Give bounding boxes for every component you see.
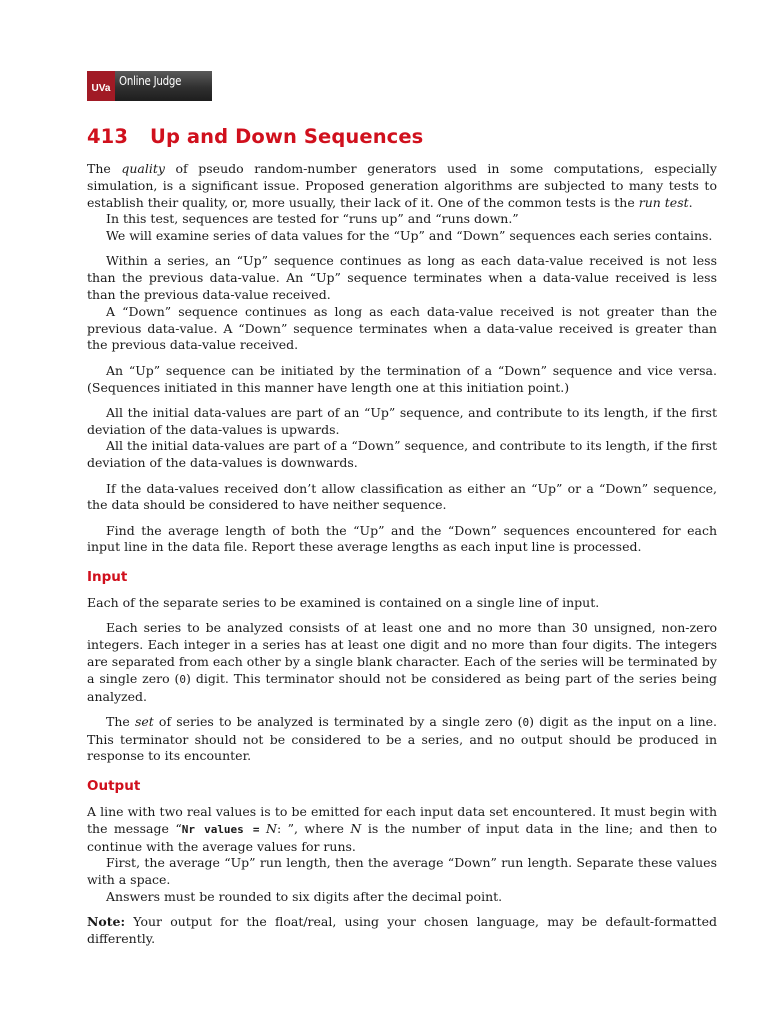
uva-online-judge-logo [87, 71, 212, 101]
intro-paragraph-10: Find the average length of both the “Up” and the “Down” sequences encountered for each input line in the data file. Report these average lengths as each input line is processed. [87, 522, 717, 555]
intro-paragraph-9: If the data-values received don’t allow classification as either an “Up” or a “Down” sequence, the data should be considered to have neither sequence. [87, 480, 717, 513]
intro-paragraph-3: We will examine series of data values for the “Up” and “Down” sequences each series contains. [106, 228, 713, 244]
intro-paragraph-1: The quality of pseudo random-number generators used in some computations, especially simulation, is a significant issue. Proposed generation algorithms are subjected to many tests to establish their quality, or, more usually, their lack of it. One of the common tests is the run test. [87, 161, 717, 210]
output-heading: Output [87, 778, 141, 795]
problem-title [87, 125, 423, 148]
output-paragraph-3: Answers must be rounded to six digits after the decimal point. [106, 888, 503, 904]
intro-paragraph-6: An “Up” sequence can be initiated by the termination of a “Down” sequence and vice versa. (Sequences initiated in this manner have length one at this initiation point.) [87, 362, 717, 395]
intro-paragraph-5: A “Down” sequence continues as long as each data-value received is not greater than the previous data-value. A “Down” sequence terminates when a data-value received is greater than the previous data-value received. [87, 303, 717, 353]
intro-paragraph-2: In this test, sequences are tested for “runs up” and “runs down.” [106, 211, 519, 227]
input-paragraph-1: Each of the separate series to be examined is contained on a single line of input. [87, 595, 600, 611]
output-paragraph-2: First, the average “Up” run length, then the average “Down” run length. Separate these values with a space. [87, 855, 717, 888]
input-heading: Input [87, 569, 128, 586]
logo-name-text: Online Judge [119, 73, 182, 88]
output-note: Note: Your output for the float/real, using your chosen language, may be default-formatted differently. [87, 914, 717, 947]
problem-number: 413 [87, 125, 129, 148]
problem-statement [87, 161, 717, 948]
intro-paragraph-4: Within a series, an “Up” sequence continues as long as each data-value received is not less than the previous data-value. An “Up” sequence terminates when a data-value received is less than the previous data-value received. [87, 253, 717, 303]
problem-name: Up and Down Sequences [150, 125, 424, 148]
intro-paragraph-7: All the initial data-values are part of an “Up” sequence, and contribute to its length, if the first deviation of the data-values is upwards. [87, 404, 717, 437]
input-paragraph-3: The set of series to be analyzed is terminated by a single zero (0) digit as the input on a line. This terminator should not be considered to be a series, and no output should be produced in response to its encounter. [87, 713, 717, 764]
logo-name [115, 71, 212, 101]
output-paragraph-1: A line with two real values is to be emitted for each input data set encountered. It must begin with the message “Nr values = N: ”, where N is the number of input data in the line; and then to continue with the average values for runs. [87, 804, 717, 854]
logo-badge: UVa [87, 71, 115, 101]
input-paragraph-2: Each series to be analyzed consists of at least one and no more than 30 unsigned, non-zero integers. Each integer in a series has at least one digit and no more than four digits. The integers are separated from each other by a single blank character. Each of the series will be terminated by a single zero (0) digit. This terminator should not be considered as being part of the series being analyzed. [87, 620, 718, 704]
intro-paragraph-8: All the initial data-values are part of a “Down” sequence, and contribute to its length, if the first deviation of the data-values is downwards. [87, 438, 717, 471]
